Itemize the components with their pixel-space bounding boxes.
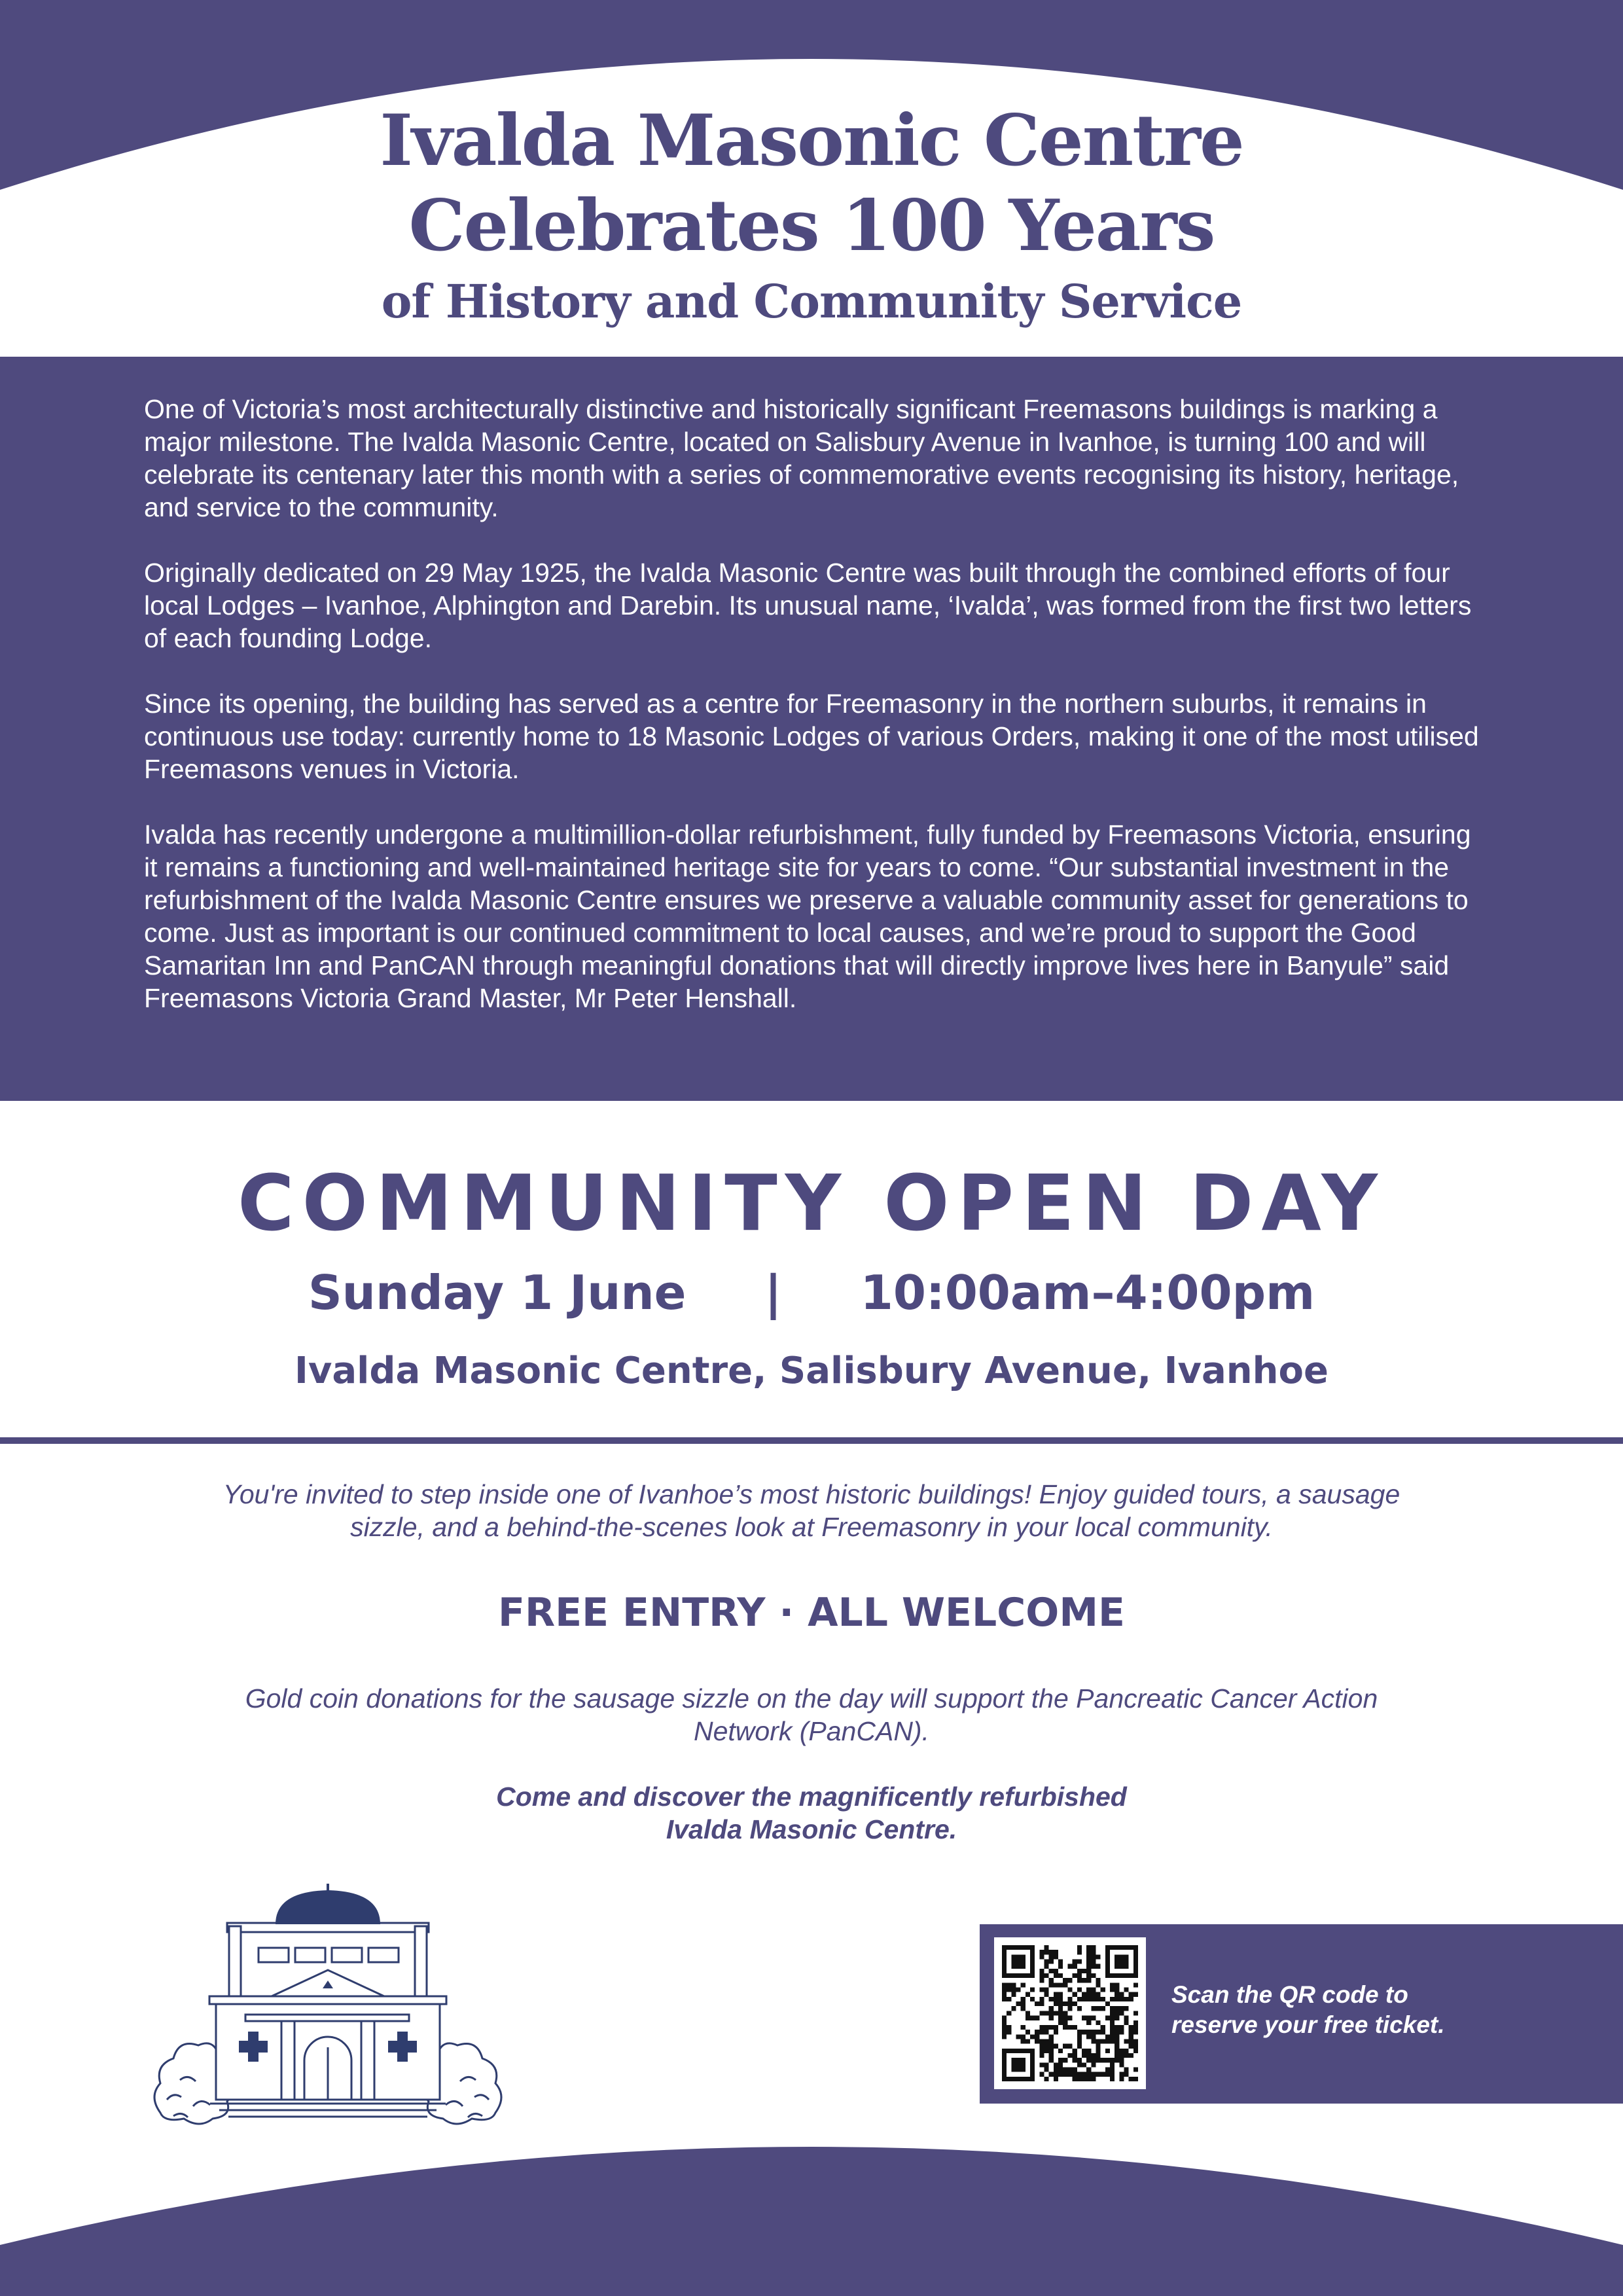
event-location: Ivalda Masonic Centre, Salisbury Avenue, Ivanhoe xyxy=(294,1350,1329,1392)
headline-line-2: Celebrates 100 Years xyxy=(408,185,1215,267)
event-separator: | xyxy=(764,1265,782,1320)
event-section xyxy=(0,1157,1623,1394)
gold-coin-text: Gold coin donations for the sausage sizzle on the day will support the Pancreatic Cancer Action Network (PanCAN). xyxy=(245,1683,1378,1746)
headline-line-1: Ivalda Masonic Centre xyxy=(380,99,1243,182)
event-date: Sunday 1 June xyxy=(308,1265,687,1320)
qr-instruction-line-1: Scan the QR code to xyxy=(1171,1981,1408,2008)
qr-panel xyxy=(980,1924,1623,2104)
story-section xyxy=(0,357,1623,1101)
masonic-centre-building-icon xyxy=(147,1884,508,2132)
event-date-time xyxy=(0,1263,1623,1322)
event-time: 10:00am–4:00pm xyxy=(860,1265,1315,1320)
discover-text xyxy=(223,1780,1400,1846)
divider xyxy=(0,1437,1623,1444)
headline xyxy=(0,98,1623,331)
bottom-arc-decoration xyxy=(0,2121,1623,2296)
details-section xyxy=(223,1478,1400,1846)
story-paragraph: Since its opening, the building has served as a centre for Freemasonry in the northern suburbs, it remains in continuous use today: currently home to 18 Masonic Lodges of various Orders, making it one of the most utilised Freemasons venues in Victoria. xyxy=(144,689,1479,784)
invite-text: You're invited to step inside one of Ivanhoe’s most historic buildings! Enjoy guided tours, a sausage sizzle, and a behind-the-scenes look at Freemasonry in your local community. xyxy=(223,1479,1400,1542)
headline-subtitle: of History and Community Service xyxy=(381,274,1242,329)
qr-instruction xyxy=(1171,1980,1603,2040)
event-title: COMMUNITY OPEN DAY xyxy=(238,1158,1385,1248)
qr-code-icon[interactable] xyxy=(994,1937,1146,2089)
story-paragraph: Ivalda has recently undergone a multimillion-dollar refurbishment, fully funded by Freemasons Victoria, ensuring it remains a functioning and well-maintained heritage site for years to come. “Our substantial investment in the refurbishment of the Ivalda Masonic Centre ensures we preserve a valuable community asset for generations to come. Just as important is our continued commitment to local causes, and we’re proud to support the Good Samaritan Inn and PanCAN through meaningful donations that will directly improve lives here in Banyule” said Freemasons Victoria Grand Master, Mr Peter Henshall. xyxy=(144,819,1471,1013)
story-paragraph: Originally dedicated on 29 May 1925, the Ivalda Masonic Centre was built through the combined efforts of four local Lodges – Ivanhoe, Alphington and Darebin. Its unusual name, ‘Ivalda’, was formed from the first two letters of each founding Lodge. xyxy=(144,558,1472,653)
discover-line-2: Ivalda Masonic Centre. xyxy=(666,1814,957,1844)
qr-instruction-line-2: reserve your free ticket. xyxy=(1171,2011,1445,2038)
discover-line-1: Come and discover the magnificently refurbished xyxy=(496,1782,1127,1812)
story-paragraph: One of Victoria’s most architecturally distinctive and historically significant Freemasons buildings is marking a major milestone. The Ivalda Masonic Centre, located on Salisbury Avenue in Ivanhoe, is turning 100 and will celebrate its centenary later this month with a series of commemorative events recognising its history, heritage, and service to the community. xyxy=(144,394,1459,522)
free-entry-text: FREE ENTRY · ALL WELCOME xyxy=(497,1590,1126,1636)
